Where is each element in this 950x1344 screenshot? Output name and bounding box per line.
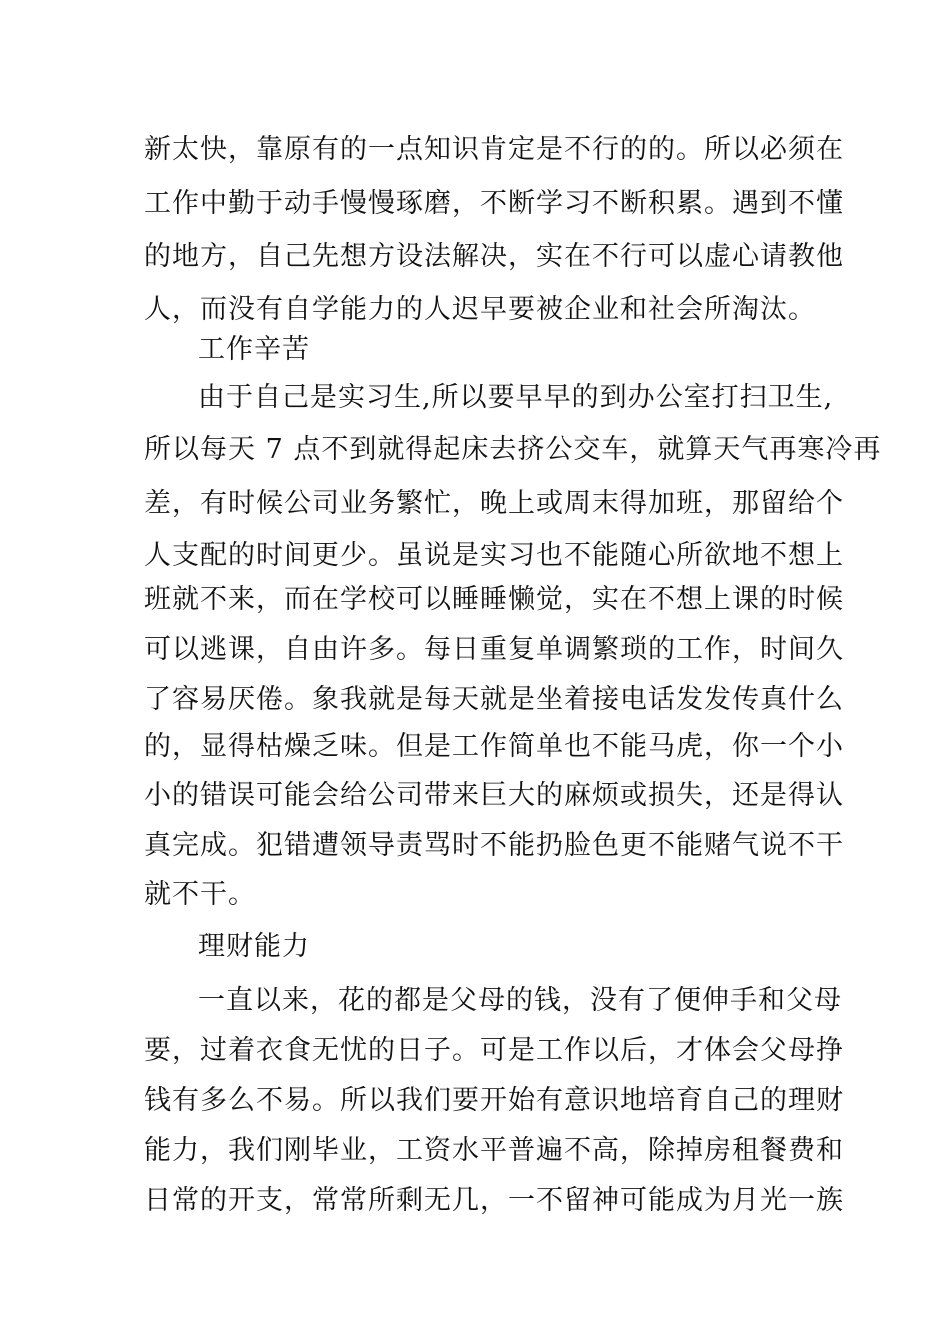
text-line: 钱有多么不易。所以我们要开始有意识地培育自己的理财: [144, 1085, 844, 1116]
text-line: 了容易厌倦。象我就是每天就是坐着接电话发发传真什么: [144, 684, 844, 715]
text-line: 的地方，自己先想方设法解决，实在不行可以虚心请教他: [144, 241, 844, 272]
text-line: 真完成。犯错遭领导责骂时不能扔脸色更不能赌气说不干: [144, 830, 844, 861]
section-heading: 理财能力: [198, 931, 310, 962]
text-line: 的，显得枯燥乏味。但是工作简单也不能马虎，你一个小: [144, 731, 844, 762]
text-line: 日常的开支，常常所剩无几，一不留神可能成为月光一族: [144, 1185, 844, 1216]
text-line: 工作中勤于动手慢慢琢磨，不断学习不断积累。遇到不懂: [144, 188, 844, 219]
text-line: 新太快，靠原有的一点知识肯定是不行的的。所以必须在: [144, 134, 844, 165]
text-line: 要，过着衣食无忧的日子。可是工作以后，才体会父母挣: [144, 1035, 844, 1066]
text-line: 人支配的时间更少。虽说是实习也不能随心所欲地不想上: [144, 540, 844, 571]
text-line: 所以每天 7 点不到就得起床去挤公交车，就算天气再寒冷再: [144, 434, 882, 465]
text-line: 可以逃课，自由许多。每日重复单调繁琐的工作，时间久: [144, 634, 844, 665]
text-line: 人，而没有自学能力的人迟早要被企业和社会所淘汰。: [144, 294, 816, 325]
text-line: 由于自己是实习生,所以要早早的到办公室打扫卫生,: [198, 382, 834, 413]
text-line: 就不干。: [144, 879, 256, 910]
text-line: 一直以来，花的都是父母的钱，没有了便伸手和父母: [198, 985, 842, 1016]
section-heading: 工作辛苦: [198, 334, 310, 365]
text-line: 能力，我们刚毕业，工资水平普遍不高，除掉房租餐费和: [144, 1135, 844, 1166]
text-line: 差，有时候公司业务繁忙，晚上或周末得加班，那留给个: [144, 488, 844, 519]
text-line: 班就不来，而在学校可以睡睡懒觉，实在不想上课的时候: [144, 584, 844, 615]
text-line: 小的错误可能会给公司带来巨大的麻烦或损失，还是得认: [144, 780, 844, 811]
